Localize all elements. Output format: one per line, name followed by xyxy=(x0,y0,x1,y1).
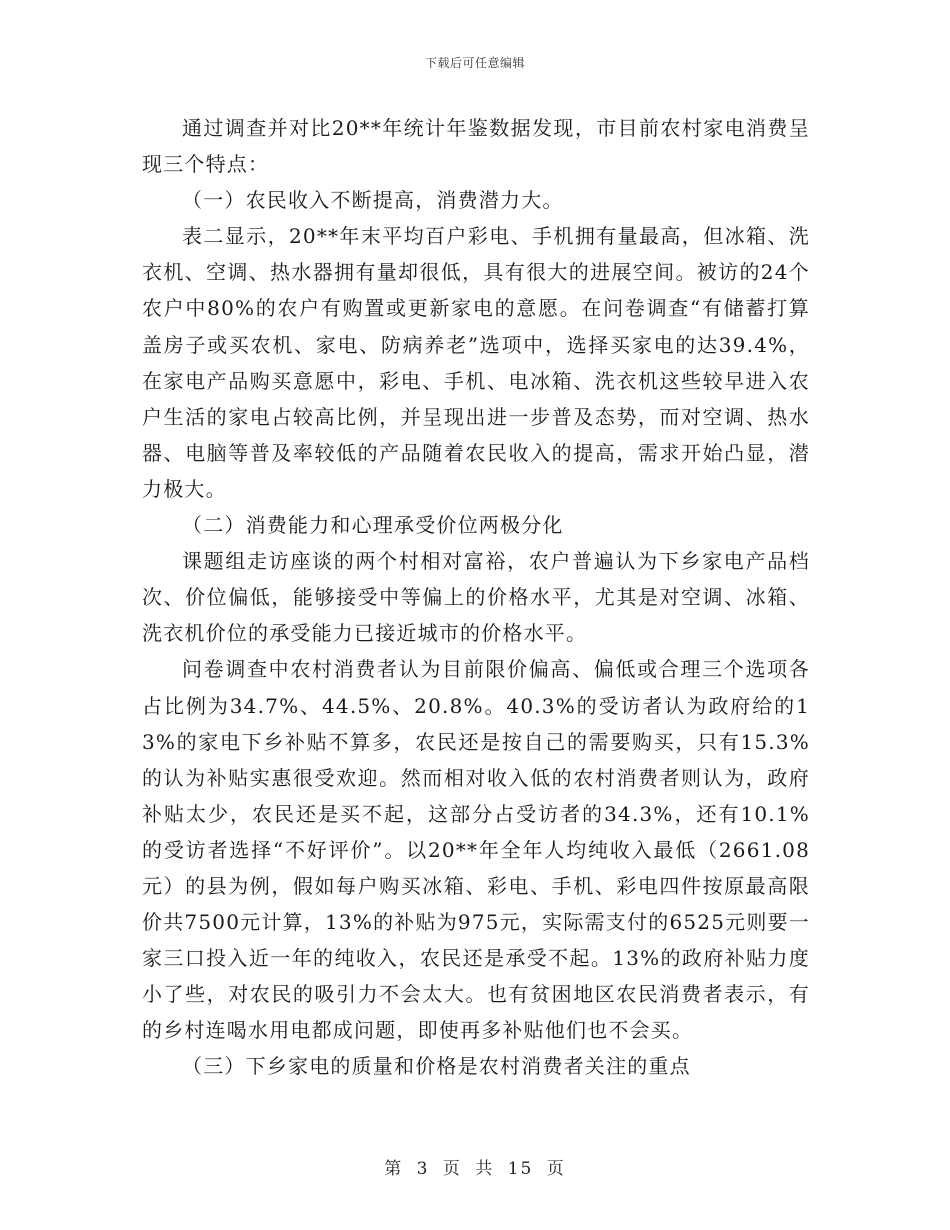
page-header-note: 下载后可任意编辑 xyxy=(424,56,525,70)
paragraph-survey: 问卷调查中农村消费者认为目前限价偏高、偏低或合理三个选项各占比例为34.7%、44.5%、20.8%。40.3%的受访者认为政府给的13%的家电下乡补贴不算多，农民还是按自己的需要购买，只有15.3%的认为补贴实惠很受欢迎。然而相对收入低的农村消费者则认为，政府补贴太少，农民还是买不起，这部分占受访者的34.3%，还有10.1%的受访者选择“不好评价”。以20**年全年人均纯收入最低（2661.08元）的县为例，假如每户购买冰箱、彩电、手机、彩电四件按原最高限价共7500元计算，13%的补贴为975元，实际需支付的6525元则要一家三口投入近一年的纯收入，农民还是承受不起。13%的政府补贴力度小了些，对农民的吸引力不会太大。也有贫困地区农民消费者表示，有的乡村连喝水用电都成问题，即使再多补贴他们也不会买。 xyxy=(142,657,810,1043)
page-footer-number: 第 3 页 共 15 页 xyxy=(384,1159,566,1179)
paragraph-villages: 课题组走访座谈的两个村相对富裕，农户普遍认为下乡家电产品档次、价位偏低，能够接受中等偏上的价格水平，尤其是对空调、冰箱、洗衣机价位的承受能力已接近城市的价格水平。 xyxy=(142,549,810,646)
section-heading-3: （三）下乡家电的质量和价格是农村消费者关注的重点 xyxy=(182,1054,691,1079)
paragraph-income: 表二显示，20**年末平均百户彩电、手机拥有量最高，但冰箱、洗衣机、空调、热水器拥有量却很低，具有很大的进展空间。被访的24个农户中80%的农户有购置或更新家电的意愿。在问卷调查“有储蓄打算盖房子或买农机、家电、防病养老”选项中，选择买家电的达39.4%，在家电产品购买意愿中，彩电、手机、电冰箱、洗衣机这些较早进入农户生活的家电占较高比例，并呈现出进一步普及态势，而对空调、热水器、电脑等普及率较低的产品随着农民收入的提高，需求开始凸显，潜力极大。 xyxy=(142,224,810,501)
paragraph-intro: 通过调查并对比20**年统计年鉴数据发现，市目前农村家电消费呈现三个特点： xyxy=(142,116,810,177)
document-body xyxy=(142,110,810,1085)
section-heading-2: （二）消费能力和心理承受价位两极分化 xyxy=(182,513,564,538)
section-heading-1: （一）农民收入不断提高，消费潜力大。 xyxy=(182,188,564,213)
